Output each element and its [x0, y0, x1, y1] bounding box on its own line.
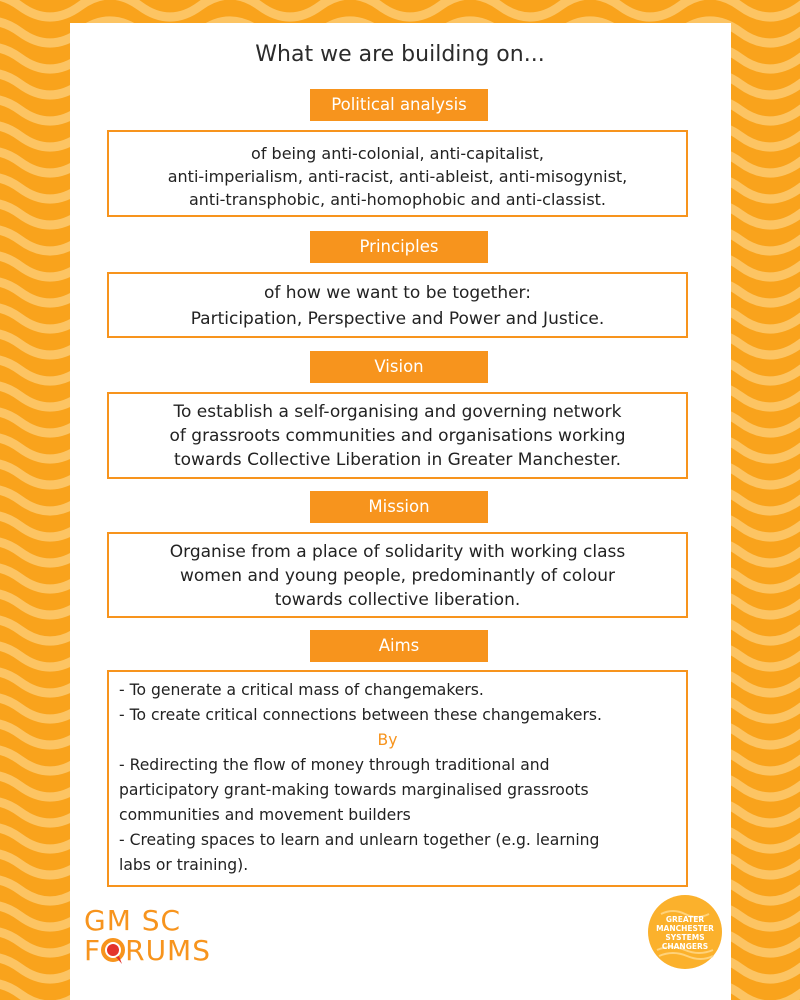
- label-vision: Vision: [310, 351, 488, 383]
- aim-line: communities and movement builders: [119, 806, 411, 824]
- text-line: anti-transphobic, anti-homophobic and anti-classist.: [188, 190, 607, 209]
- label-principles: Principles: [310, 231, 488, 263]
- text-line: Participation, Perspective and Power and Justice.: [190, 309, 605, 329]
- box-political-analysis: [107, 130, 688, 217]
- aim-line: - Redirecting the flow of money through traditional and: [119, 756, 550, 774]
- box-principles: [107, 272, 688, 338]
- text-line: towards collective liberation.: [274, 590, 521, 610]
- text-line: Organise from a place of solidarity with working class: [169, 542, 626, 562]
- aim-line: - To create critical connections between these changemakers.: [119, 706, 602, 724]
- logo-right-line-1: GREATER: [665, 915, 705, 924]
- wave-line: [0, 0, 800, 17]
- logo-letters-rums: RUMS: [125, 934, 211, 967]
- text-line: of being anti-colonial, anti-capitalist,: [251, 144, 544, 163]
- aim-line: - Creating spaces to learn and unlearn together (e.g. learning: [119, 831, 600, 849]
- box-mission: [107, 532, 688, 618]
- text-line: anti-imperialism, anti-racist, anti-ableist, anti-misogynist,: [167, 167, 628, 186]
- logo-line-2: [84, 936, 244, 966]
- text-line: To establish a self-organising and governing network: [173, 402, 622, 422]
- text-line: of grassroots communities and organisations working: [169, 426, 626, 446]
- aim-by: By: [377, 731, 398, 749]
- gm-sc-forums-logo: [84, 906, 244, 968]
- aim-line: participatory grant-making towards marginalised grassroots: [119, 781, 589, 799]
- text-line: of how we want to be together:: [264, 283, 531, 303]
- logo-letter-f: F: [84, 934, 102, 967]
- logo-right-line-4: CHANGERS: [661, 942, 709, 951]
- label-political-analysis: Political analysis: [310, 89, 488, 121]
- label-mission: Mission: [310, 491, 488, 523]
- logo-line-1: GM SC: [84, 904, 182, 937]
- speech-bubble-icon: [101, 936, 125, 962]
- page-title: What we are building on...: [255, 42, 545, 67]
- label-aims: Aims: [310, 630, 488, 662]
- logo-right-line-2: MANCHESTER: [656, 924, 714, 933]
- text-line: towards Collective Liberation in Greater Manchester.: [173, 450, 622, 470]
- box-vision: [107, 392, 688, 479]
- aim-line: labs or training).: [119, 856, 249, 874]
- logo-right-line-3: SYSTEMS: [665, 933, 705, 942]
- text-line: women and young people, predominantly of colour: [179, 566, 616, 586]
- box-aims: [107, 670, 688, 887]
- greater-manchester-systems-changers-logo: [647, 894, 723, 970]
- aim-line: - To generate a critical mass of changemakers.: [119, 681, 484, 699]
